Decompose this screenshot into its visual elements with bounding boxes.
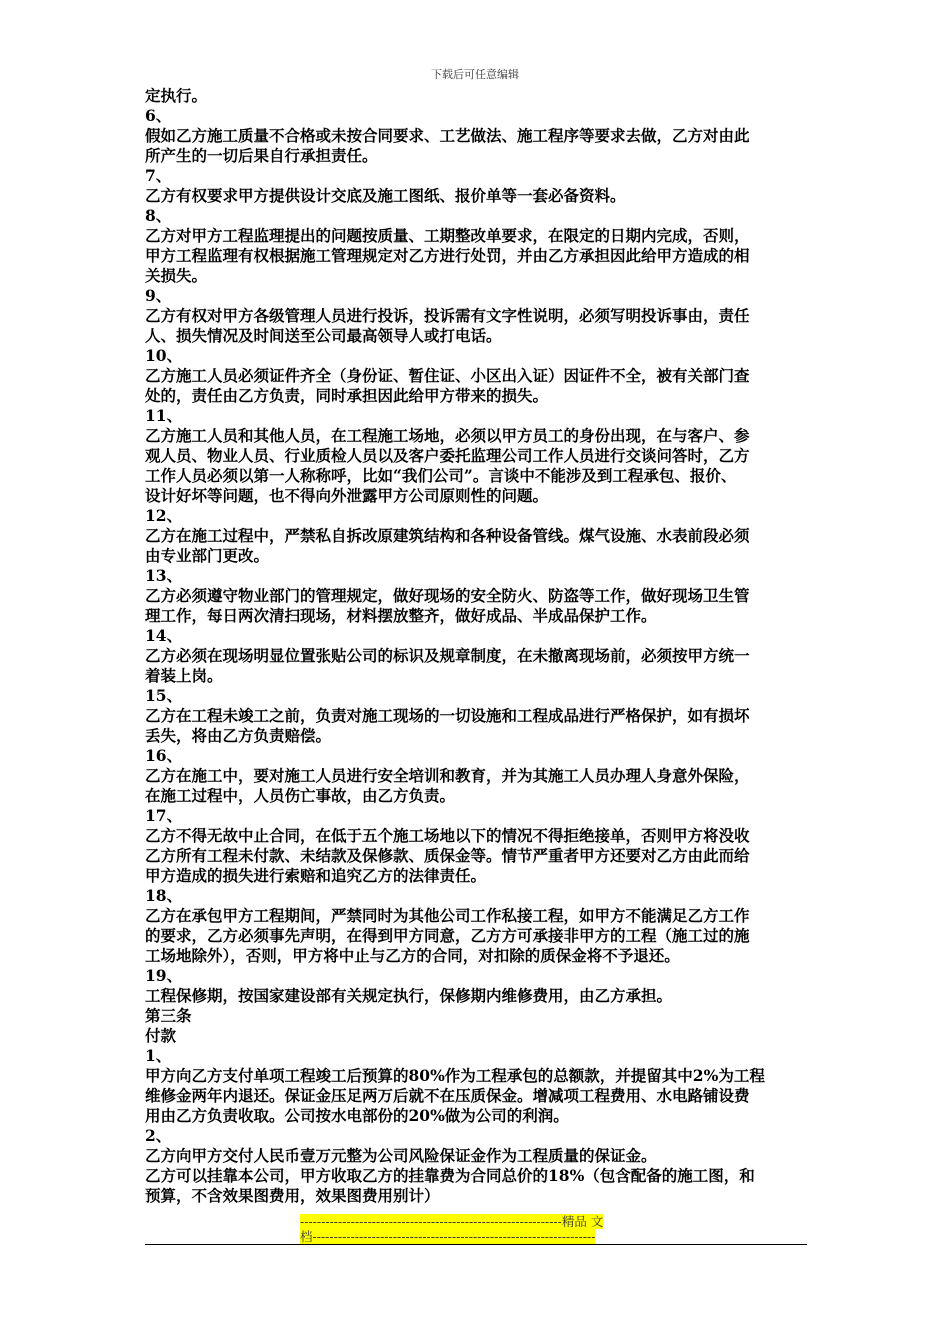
clause-number: 8、 — [145, 206, 172, 225]
body-line: 乙方对甲方工程监理提出的问题按质量、工期整改单要求，在限定的日期内完成，否则， — [145, 226, 750, 245]
clause-number: 19、 — [145, 966, 183, 985]
clause-number: 1、 — [145, 1046, 172, 1065]
body-line: 着装上岗。 — [145, 666, 223, 685]
body-line: 乙方有权要求甲方提供设计交底及施工图纸、报价单等一套必备资料。 — [145, 186, 626, 205]
footer-watermark-banner — [300, 1214, 650, 1244]
body-line: 预算，不含效果图费用，效果图费用别计） — [145, 1186, 440, 1205]
clause-number: 18、 — [145, 886, 183, 905]
clause-number: 13、 — [145, 566, 183, 585]
body-line: 乙方在工程未竣工之前，负责对施工现场的一切设施和工程成品进行严格保护，如有损坏 — [145, 706, 750, 725]
body-line: 乙方有权对甲方各级管理人员进行投诉，投诉需有文字性说明，必须写明投诉事由，责任 — [145, 306, 750, 325]
body-line: 维修金两年内退还。保证金压足两万后就不在压质保金。增减项工程费用、水电路铺设费 — [145, 1086, 750, 1105]
body-line: 所产生的一切后果自行承担责任。 — [145, 146, 378, 165]
clause-number: 15、 — [145, 686, 183, 705]
clause-number: 16、 — [145, 746, 183, 765]
article-title: 付款 — [145, 1026, 177, 1045]
clause-number: 2、 — [145, 1126, 172, 1145]
clause-number: 6、 — [145, 106, 172, 125]
body-line: 丢失，将由乙方负责赔偿。 — [145, 726, 332, 745]
clause-number: 12、 — [145, 506, 183, 525]
clause-number: 7、 — [145, 166, 172, 185]
body-line: 定执行。 — [145, 86, 208, 105]
body-line: 的要求，乙方必须事先声明，在得到甲方同意，乙方方可承接非甲方的工程（施工过的施 — [145, 926, 750, 945]
footer-divider — [145, 1244, 807, 1245]
body-line: 乙方可以挂靠本公司，甲方收取乙方的挂靠费为合同总价的18%（包含配备的施工图，和 — [145, 1166, 755, 1185]
body-line: 乙方向甲方交付人民币壹万元整为公司风险保证金作为工程质量的保证金。 — [145, 1146, 657, 1165]
document-body — [145, 86, 810, 1206]
body-line: 人、损失情况及时间送至公司最高领导人或打电话。 — [145, 326, 502, 345]
footer-banner-line-2: 档------------------------------------------------------------------- — [300, 1229, 596, 1244]
body-line: 设计好坏等问题，也不得向外泄露甲方公司原则性的问题。 — [145, 486, 549, 505]
body-line: 乙方施工人员和其他人员，在工程施工场地，必须以甲方员工的身份出现，在与客户、参 — [145, 426, 750, 445]
body-line: 由专业部门更改。 — [145, 546, 270, 565]
body-line: 工程保修期，按国家建设部有关规定执行，保修期内维修费用，由乙方承担。 — [145, 986, 673, 1005]
clause-number: 14、 — [145, 626, 183, 645]
body-line: 乙方所有工程未付款、未结款及保修款、质保金等。情节严重者甲方还要对乙方由此而给 — [145, 846, 750, 865]
body-line: 甲方工程监理有权根据施工管理规定对乙方进行处罚，并由乙方承担因此给甲方造成的相 — [145, 246, 750, 265]
body-line: 甲方造成的损失进行索赔和追究乙方的法律责任。 — [145, 866, 487, 885]
page-header-note: 下载后可任意编辑 — [431, 68, 519, 81]
clause-number: 11、 — [145, 406, 183, 425]
body-line: 乙方在施工中，要对施工人员进行安全培训和教育，并为其施工人员办理人身意外保险， — [145, 766, 750, 785]
body-line: 乙方必须在现场明显位置张贴公司的标识及规章制度，在未撤离现场前，必须按甲方统一 — [145, 646, 750, 665]
body-line: 工场地除外），否则，甲方将中止与乙方的合同，对扣除的质保金将不予退还。 — [145, 946, 680, 965]
footer-banner-line-1: --------------------------------------------------------------精品 文 — [300, 1214, 604, 1229]
clause-number: 10、 — [145, 346, 183, 365]
body-line: 甲方向乙方支付单项工程竣工后预算的80%作为工程承包的总额款，并提留其中2%为工程 — [145, 1066, 765, 1085]
body-line: 乙方在施工过程中，严禁私自拆改原建筑结构和各种设备管线。煤气设施、水表前段必须 — [145, 526, 750, 545]
body-line: 乙方施工人员必须证件齐全（身份证、暂住证、小区出入证）因证件不全，被有关部门查 — [145, 366, 750, 385]
clause-number: 9、 — [145, 286, 172, 305]
body-line: 假如乙方施工质量不合格或未按合同要求、工艺做法、施工程序等要求去做，乙方对由此 — [145, 126, 750, 145]
body-line: 处的，责任由乙方负责，同时承担因此给甲方带来的损失。 — [145, 386, 549, 405]
body-line: 理工作，每日两次清扫现场，材料摆放整齐，做好成品、半成品保护工作。 — [145, 606, 657, 625]
body-line: 观人员、物业人员、行业质检人员以及客户委托监理公司工作人员进行交谈问答时，乙方 — [145, 446, 750, 465]
body-line: 关损失。 — [145, 266, 208, 285]
body-line: 在施工过程中，人员伤亡事故，由乙方负责。 — [145, 786, 456, 805]
body-line: 乙方必须遵守物业部门的管理规定，做好现场的安全防火、防盗等工作，做好现场卫生管 — [145, 586, 750, 605]
clause-number: 17、 — [145, 806, 183, 825]
body-line: 工作人员必须以第一人称称呼，比如“我们公司”。言谈中不能涉及到工程承包、报价、 — [145, 466, 737, 485]
article-heading: 第三条 — [145, 1006, 192, 1025]
body-line: 用由乙方负责收取。公司按水电部份的20%做为公司的利润。 — [145, 1106, 569, 1125]
body-line: 乙方在承包甲方工程期间，严禁同时为其他公司工作私接工程，如甲方不能满足乙方工作 — [145, 906, 750, 925]
body-line: 乙方不得无故中止合同，在低于五个施工场地以下的情况不得拒绝接单，否则甲方将没收 — [145, 826, 750, 845]
